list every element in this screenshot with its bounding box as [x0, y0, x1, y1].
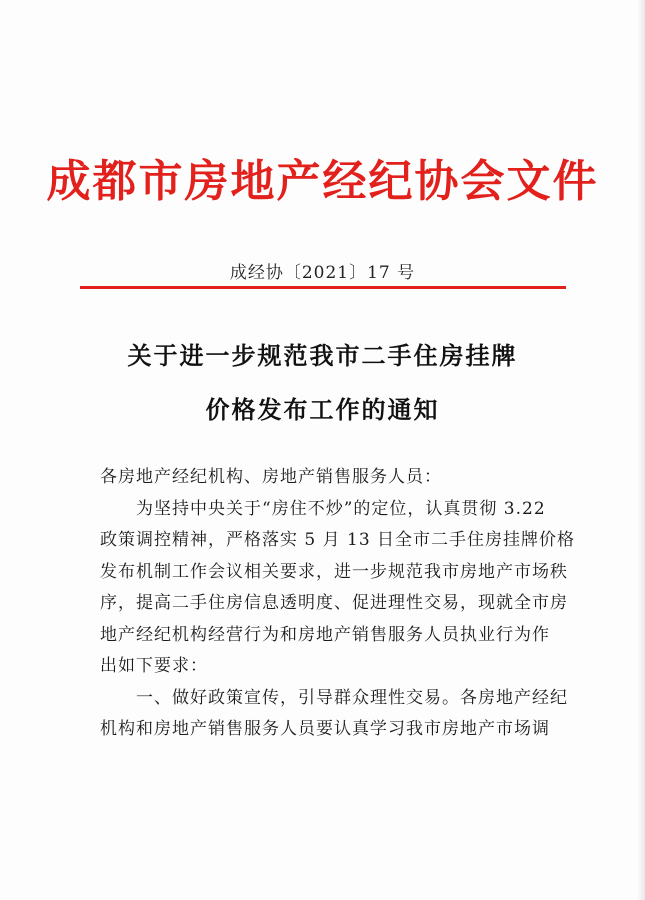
body-line: 机构和房地产销售服务人员要认真学习我市房地产市场调 [100, 719, 550, 739]
body-text [100, 462, 576, 746]
body-line: 发布机制工作会议相关要求，进一步规范我市房地产市场秩 [100, 561, 568, 582]
body-line: 地产经纪机构经营行为和房地产销售服务人员执业行为作 [100, 624, 550, 645]
body-line: 政策调控精神，严格落实 5 月 13 日全市二手住房挂牌价格 [100, 530, 576, 550]
document-number: 成经协〔2021〕17 号 [229, 263, 416, 283]
body-line: 各房地产经纪机构、房地产销售服务人员： [100, 467, 442, 487]
notice-title-line-2: 价格发布工作的通知 [205, 395, 440, 424]
letterhead-title: 成都市房地产经纪协会文件 [46, 156, 599, 207]
red-divider-line [80, 286, 566, 289]
body-line: 出如下要求： [100, 656, 208, 676]
paper-edge-shadow [637, 0, 645, 900]
body-line: 一、做好政策宣传，引导群众理性交易。各房地产经纪 [100, 687, 568, 708]
notice-title-line-1: 关于进一步规范我市二手住房挂牌 [127, 341, 518, 370]
body-line: 为坚持中央关于“房住不炒”的定位，认真贯彻 3.22 [100, 498, 546, 519]
body-line: 序，提高二手住房信息透明度、促进理性交易，现就全市房 [100, 593, 568, 613]
